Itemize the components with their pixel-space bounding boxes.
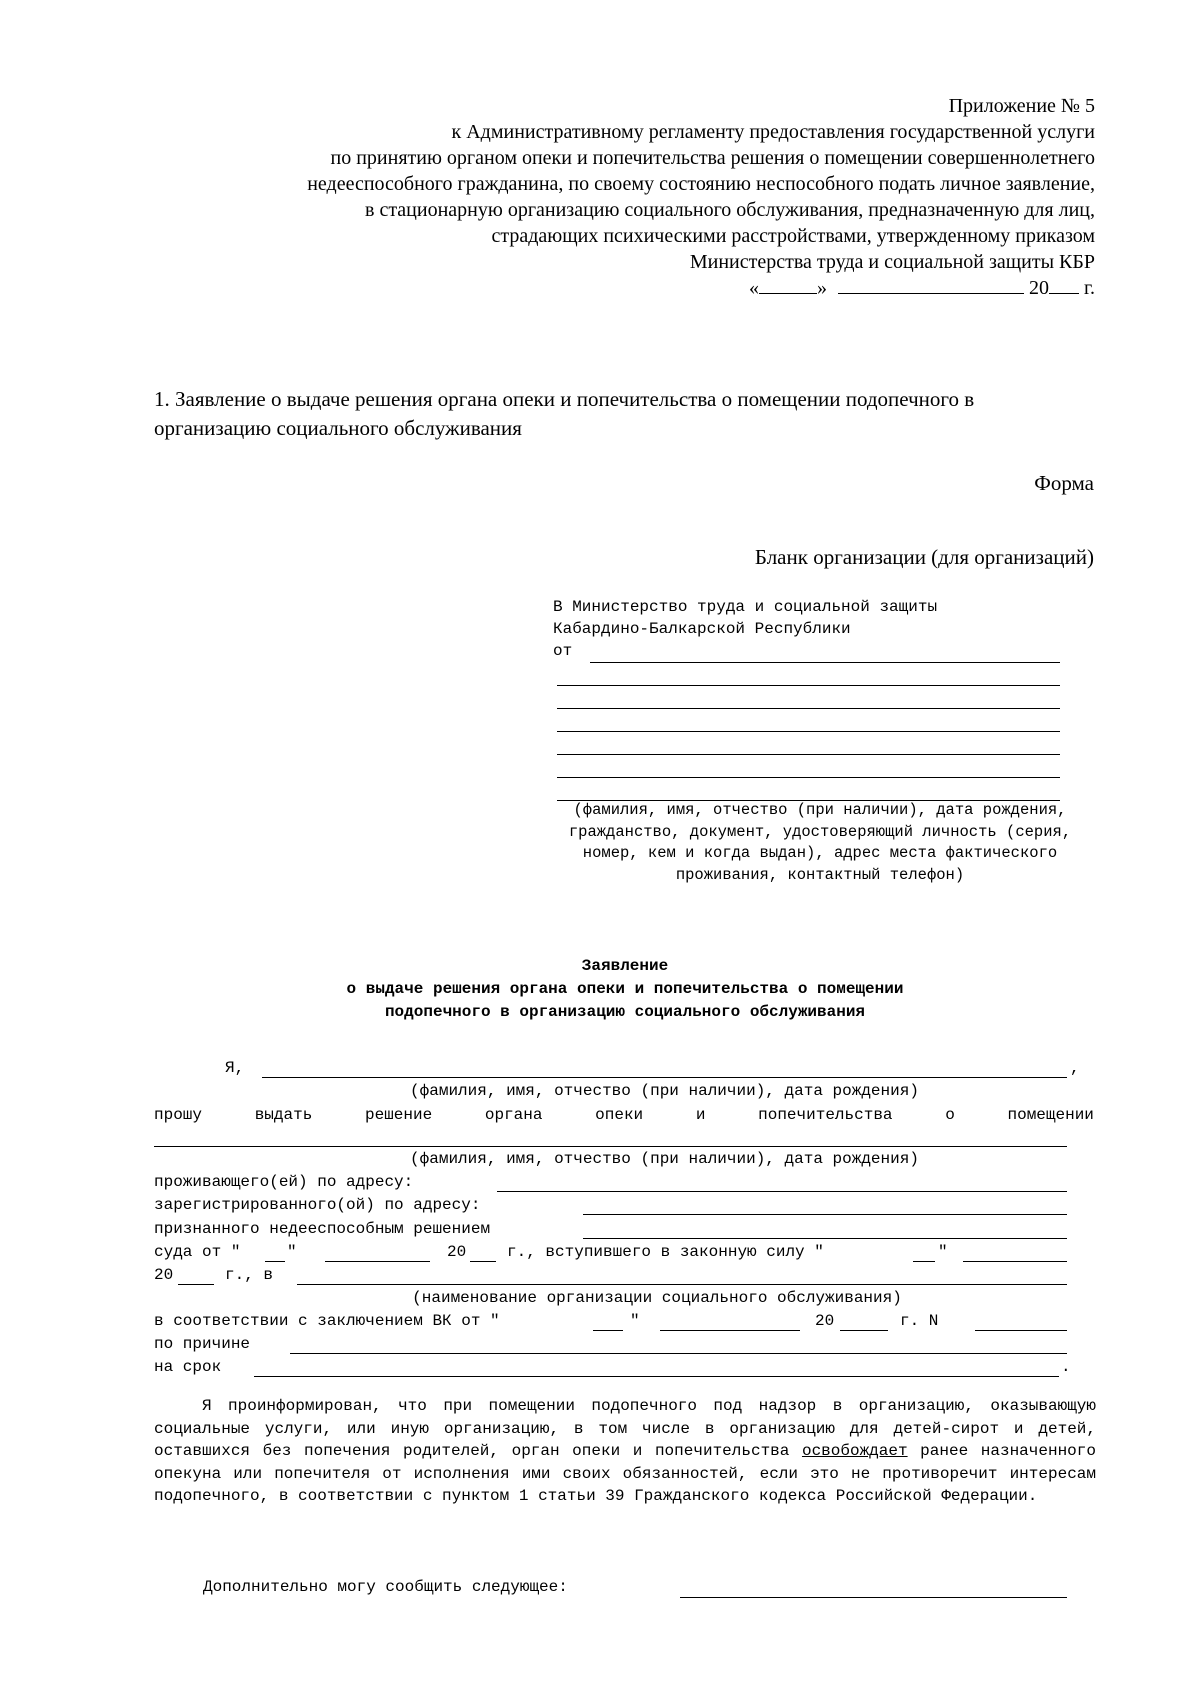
date-open-quote: « [749,277,760,299]
notice-text: Я проинформирован, что при помещении подопечного под надзор в организацию, оказывающую социальные услуги, или иную организацию, в том числе в организацию для детей-сирот и детей, оставшихся без попечения родителей, орган опеки и попечительства [154,1397,1096,1461]
appendix-line: недееспособного гражданина, по своему состоянию неспособного подать личное заявление, [307,173,1095,195]
request-word: и [695,1106,706,1124]
request-word: органа [484,1106,543,1124]
reason-line [290,1353,1067,1354]
request-word: опеки [595,1106,644,1124]
year-blank [1049,275,1079,294]
from-label: от [553,642,573,660]
form-label: Форма [1034,471,1094,495]
day-blank [759,275,817,294]
application-title-line: подопечного в организацию социального обслуживания [384,1003,866,1021]
ward-caption: (фамилия, имя, отчество (при наличии), дата рождения) [410,1150,919,1168]
addressee-block [553,596,1058,662]
effective-day-blank [913,1261,935,1262]
applicant-fill-line [557,754,1060,755]
year-prefix: 20 [154,1266,174,1284]
ward-name-line [154,1146,1067,1147]
quote-close: " [287,1243,297,1261]
application-title-line: о выдаче решения органа опеки и попечительства о помещении [346,980,904,998]
court-year-blank [470,1261,496,1262]
effective-year-blank [178,1284,214,1285]
vk-year-prefix: 20 [815,1312,835,1330]
quote-close: " [938,1243,948,1261]
appendix-number: Приложение № 5 [948,95,1095,117]
reason-label: по причине [154,1335,251,1353]
applicant-name-line [262,1077,1067,1078]
additional-label: Дополнительно могу сообщить следующее: [203,1578,568,1596]
letterhead-note: Бланк организации (для организаций) [754,545,1094,569]
appendix-line: по принятию органом опеки и попечительства решения о помещении совершеннолетнего [330,147,1095,169]
additional-info-line [680,1597,1067,1598]
vk-year-blank [840,1330,888,1331]
vk-month-blank [660,1330,800,1331]
vk-number-blank [975,1330,1067,1331]
application-title [150,955,1100,1024]
request-word: помещении [1007,1106,1094,1124]
applicant-fill-line [557,708,1060,709]
court-year-tail: г., вступившего в законную силу " [507,1243,824,1261]
year-prefix: 20 [1029,277,1050,299]
request-word: о [945,1106,955,1124]
notice-underlined-word: освобождает [801,1442,908,1461]
application-title-line: Заявление [581,957,669,975]
request-line [154,1104,1094,1126]
approval-date-line [150,275,1095,301]
request-word: решение [364,1106,433,1124]
appendix-line: Министерства труда и социальной защиты КБР [689,251,1095,273]
notice-text: ранее назначенного опекуна или попечителя от исполнения ими своих обязанностей, если это не противоречит интересам подопечного, в соответствии с пунктом 1 статьи 39 Гражданского кодекса Российской Федерации. [154,1442,1096,1506]
incapable-label: признанного недееспособным решением [154,1220,491,1238]
year-tail: г., в [225,1266,274,1284]
registered-label: зарегистрированного(ой) по адресу: [154,1196,481,1214]
date-close-quote: » [817,277,828,299]
applicant-fill-line [557,685,1060,686]
appendix-line: в стационарную организацию социального обслуживания, предназначенную для лиц, [365,199,1095,221]
court-day-blank [265,1261,285,1262]
applicant-fill-line [557,777,1060,778]
request-word: попечительства [758,1106,893,1124]
organization-caption: (наименование организации социального обслуживания) [412,1289,902,1307]
residing-address-line [497,1191,1067,1192]
appendix-line: страдающих психическими расстройствами, утвержденному приказом [491,225,1095,247]
comma: , [1070,1059,1080,1077]
i-label: Я, [225,1059,245,1077]
request-word: прошу [154,1106,203,1124]
applicant-fill-line [557,731,1060,732]
term-period: . [1061,1358,1071,1376]
appendix-header [150,93,1095,301]
vk-year-tail: г. N [900,1312,939,1330]
vk-label: в соответствии с заключением ВК от " [154,1312,500,1330]
addressee-line: Кабардино-Балкарской Республики [553,620,851,638]
addressee-line: В Министерство труда и социальной защиты [553,598,938,616]
request-word: выдать [254,1106,313,1124]
name-dob-caption: (фамилия, имя, отчество (при наличии), дата рождения) [410,1082,919,1100]
month-blank [838,275,1024,294]
term-label: на срок [154,1358,222,1376]
term-line [254,1376,1059,1377]
vk-day-blank [593,1330,623,1331]
organization-line [297,1284,1067,1285]
court-month-blank [325,1261,430,1262]
notice-paragraph [154,1395,1096,1508]
applicant-fill-line [590,662,1060,663]
decision-line [583,1238,1067,1239]
year-suffix: г. [1084,277,1095,299]
appendix-line: к Административному регламенту предоставления государственной услуги [451,121,1095,143]
court-year-prefix: 20 [447,1243,467,1261]
quote-close: " [630,1312,640,1330]
section-heading: 1. Заявление о выдаче решения органа опеки и попечительства о помещении подопечного в организацию социального обслуживания [154,387,975,440]
registered-address-line [583,1214,1067,1215]
applicant-caption: (фамилия, имя, отчество (при наличии), дата рождения, гражданство, документ, удостоверяющий личность (серия, номер, кем и когда выдан), адрес места фактического проживания, контактный телефон) [568,801,1072,884]
effective-month-blank [963,1261,1067,1262]
residing-label: проживающего(ей) по адресу: [154,1173,414,1191]
court-from-label: суда от " [154,1243,241,1261]
